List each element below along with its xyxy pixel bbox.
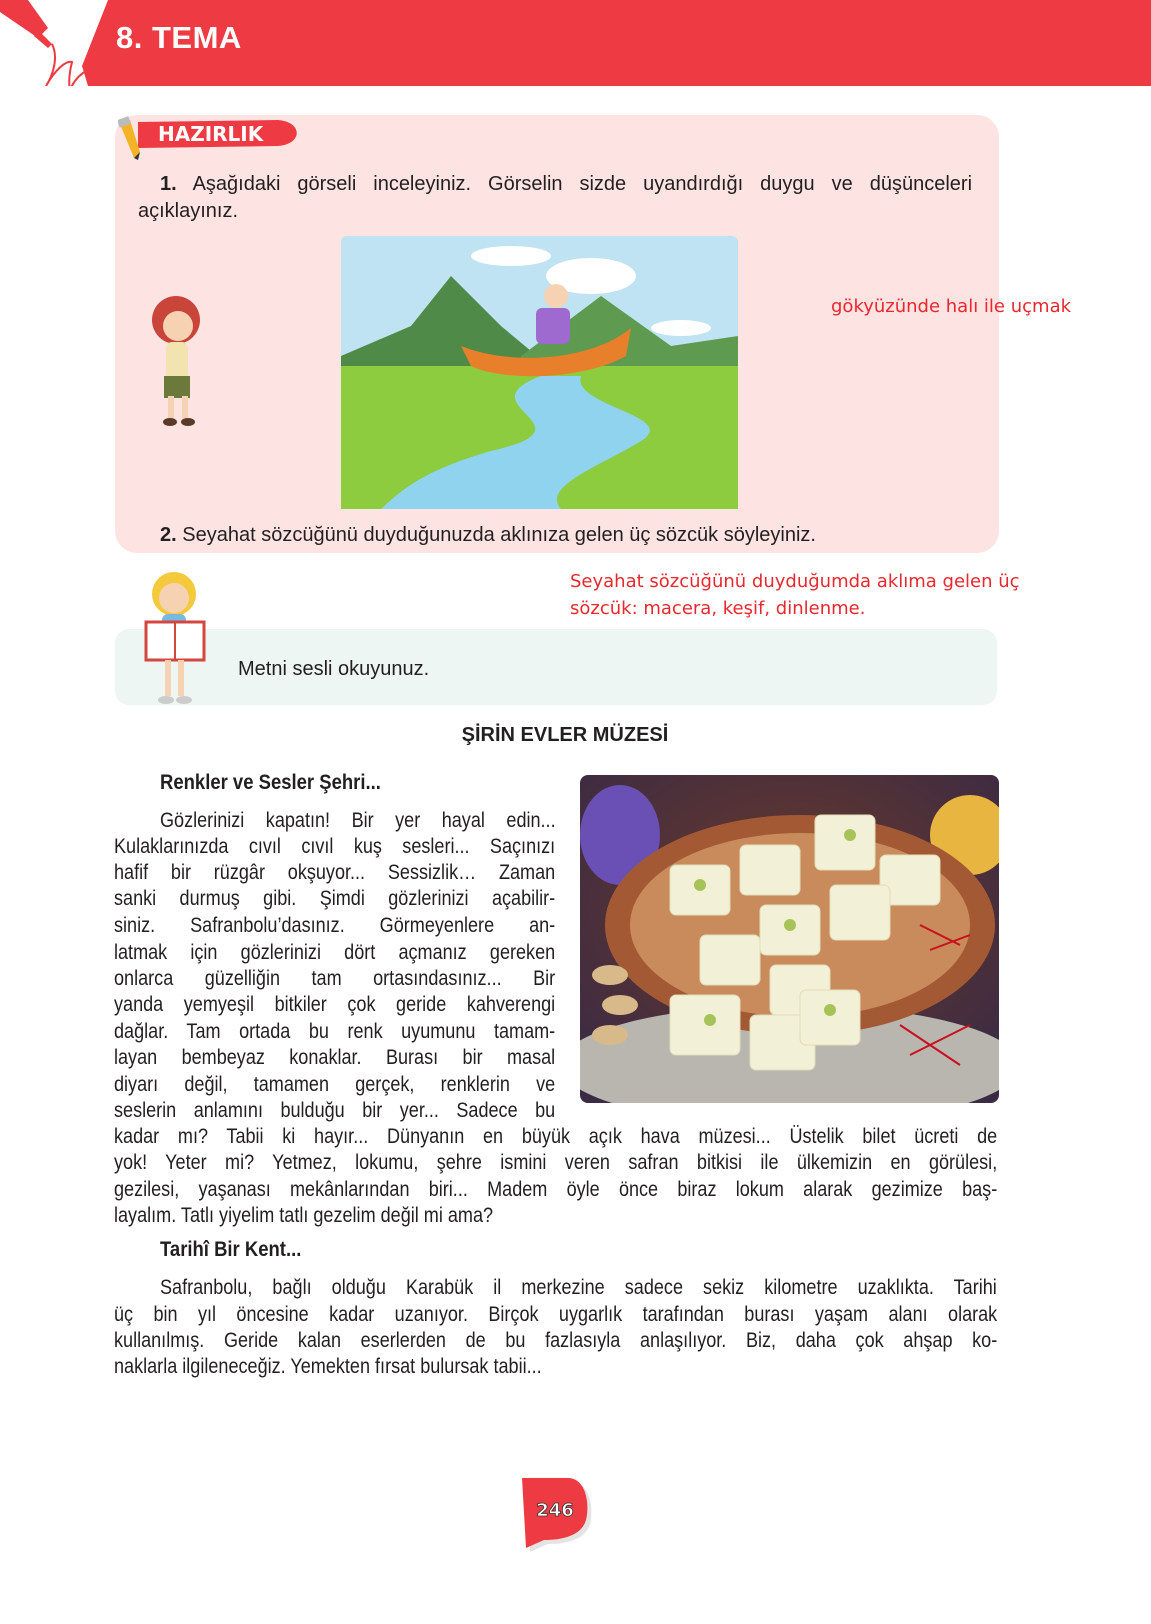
text-line: siniz. Safranbolu’dasınız. Görmeyenlere an- bbox=[114, 914, 556, 937]
text-line: layalım. Tatlı yiyelim tatlı gezelim değil mi ama? bbox=[114, 1204, 494, 1227]
text-line: sanki durmuş gibi. Şimdi gözlerinizi açabilir- bbox=[114, 887, 556, 910]
text-line: seslerin anlamını bulduğu bir yer... Sadece bu bbox=[114, 1099, 556, 1122]
flying-carpet-illustration bbox=[341, 236, 738, 509]
text-line: layan bembeyaz konaklar. Burası bir masal bbox=[114, 1046, 556, 1069]
turkish-delight-photo bbox=[580, 775, 999, 1103]
girl-reading-illustration bbox=[138, 566, 213, 708]
question-2-number: 2. bbox=[160, 524, 177, 546]
text-line: latmak için gözlerinizi dört açmanız gereken bbox=[114, 941, 556, 964]
theme-title: 8. TEMA bbox=[116, 20, 242, 55]
section-1-heading: Renkler ve Sesler Şehri... bbox=[160, 771, 381, 794]
question-1-text-cont: açıklayınız. bbox=[138, 200, 239, 222]
pencil-icon bbox=[118, 116, 140, 160]
text-line: onlarca güzelliğin tam ortasındasınız... Bir bbox=[114, 967, 556, 990]
text-line: yok! Yeter mi? Yetmez, lokumu, şehre ismini veren safran bitkisi ile ülkemizin en görülesi, bbox=[114, 1151, 998, 1174]
text-line: Kulaklarınızda cıvıl cıvıl kuş sesleri... Saçınızı bbox=[114, 835, 556, 858]
article-title: ŞİRİN EVLER MÜZESİ bbox=[461, 724, 669, 746]
question-1-number: 1. bbox=[160, 173, 177, 195]
text-line: hafif bir rüzgâr okşuyor... Sessizlik… Zaman bbox=[114, 861, 556, 884]
question-1-answer: gökyüzünde halı ile uçmak bbox=[831, 296, 1072, 317]
question-2-answer bbox=[570, 568, 1020, 622]
text-line: diyarı değil, tamamen gerçek, renklerin ve bbox=[114, 1073, 556, 1096]
boy-illustration bbox=[140, 292, 215, 432]
answer-line: Seyahat sözcüğünü duyduğumda aklıma gelen üç bbox=[570, 571, 1020, 592]
preparation-badge bbox=[118, 114, 303, 162]
text-line: gezilesi, yaşanası mekânlarından biri... Madem öyle önce biraz lokum alarak gezimize baş- bbox=[114, 1178, 998, 1201]
question-2-text: Seyahat sözcüğünü duyduğunuzda aklınıza gelen üç sözcük söyleyiniz. bbox=[182, 524, 816, 546]
text-line: kadar mı? Tabii ki hayır... Dünyanın en büyük açık hava müzesi... Üstelik bilet ücreti de bbox=[114, 1125, 998, 1148]
svg-text:HAZIRLIK: HAZIRLIK bbox=[158, 122, 264, 146]
instruction-text: Metni sesli okuyunuz. bbox=[238, 658, 430, 680]
text-line: üç bin yıl öncesine kadar uzanıyor. Birçok uygarlık tarafından burası yaşam alanı olarak bbox=[114, 1303, 998, 1326]
question-1-text: Aşağıdaki görseli inceleyiniz. Görselin sizde uyandırdığı duygu ve düşünceleri bbox=[192, 173, 973, 195]
fountain-pen-icon bbox=[0, 0, 88, 86]
text-line: naklarla ilgileneceğiz. Yemekten fırsat bulursak tabii... bbox=[114, 1355, 542, 1378]
page-number-tab bbox=[520, 1478, 594, 1554]
svg-text:246: 246 bbox=[536, 1500, 574, 1521]
text-line: Safranbolu, bağlı olduğu Karabük il merkezine sadece sekiz kilometre uzaklıkta. Tarihi bbox=[160, 1276, 997, 1299]
text-line: yanda yemyeşil bitkiler çok geride kahverengi bbox=[114, 993, 556, 1016]
text-line: dağlar. Tam ortada bu renk uyumunu tamam- bbox=[114, 1020, 556, 1043]
section-2-heading: Tarihî Bir Kent... bbox=[160, 1238, 302, 1261]
text-line: Gözlerinizi kapatın! Bir yer hayal edin... bbox=[160, 809, 556, 832]
answer-line: sözcük: macera, keşif, dinlenme. bbox=[570, 598, 866, 619]
text-line: kullanılmış. Geride kalan eserlerden de bu fazlasıyla anlaşılıyor. Biz, daha çok ahşap ko- bbox=[114, 1329, 998, 1352]
